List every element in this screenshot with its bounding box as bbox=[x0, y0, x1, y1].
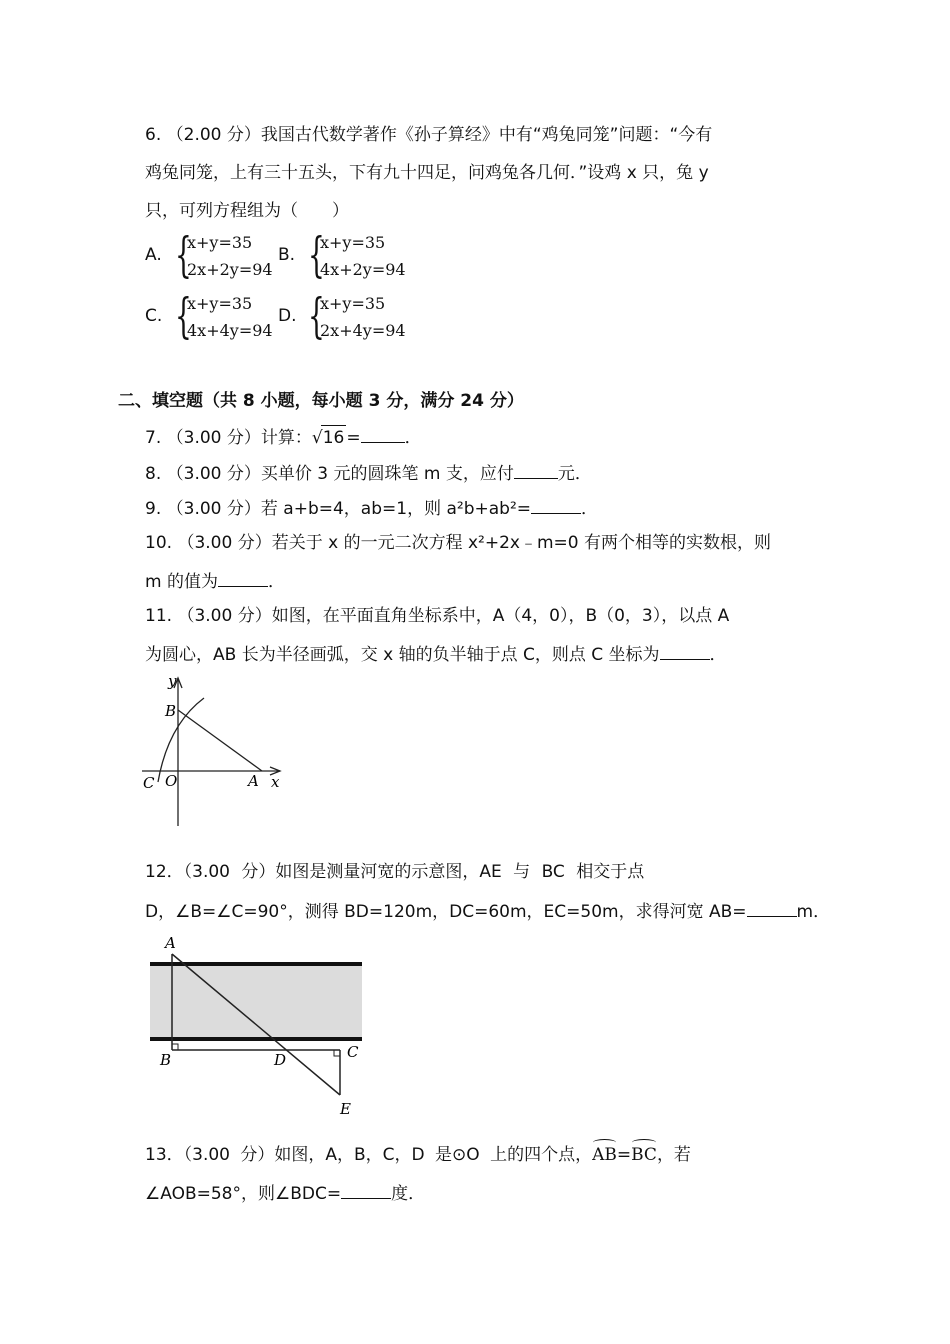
q6-line-3: 只，可列方程组为（ ） bbox=[145, 201, 349, 221]
q11-line-1: 11. （3.00 分）如图，在平面直角坐标系中，A（4，0），B（0，3），以点 A bbox=[145, 606, 730, 626]
q12-line-1: 12．（3.00 分）如图是测量河宽的示意图，AE 与 BC 相交于点 bbox=[145, 862, 645, 882]
arc-ab: AB bbox=[592, 1145, 617, 1165]
label-a: A bbox=[248, 772, 259, 790]
answer-blank bbox=[514, 460, 558, 479]
option-label: A. bbox=[145, 245, 162, 265]
q13-line-1: 13．（3.00 分）如图，A，B，C，D 是⊙O 上的四个点，AB=BC，若 bbox=[145, 1145, 691, 1165]
q12-river-figure bbox=[140, 930, 375, 1120]
option-equation-2: 2x+2y=94 bbox=[187, 260, 273, 279]
label-o: O bbox=[165, 772, 178, 790]
right-angle-b bbox=[172, 1044, 178, 1050]
option-equation-2: 4x+2y=94 bbox=[320, 260, 406, 279]
label-b: B bbox=[160, 1051, 172, 1069]
option-equation-1: x+y=35 bbox=[187, 294, 253, 313]
q10-line-2: m 的值为 ． bbox=[145, 568, 285, 594]
option-equation-2: 2x+4y=94 bbox=[320, 321, 406, 340]
option-label: B. bbox=[278, 245, 296, 265]
label-e: E bbox=[340, 1100, 351, 1118]
label-x: x bbox=[271, 773, 280, 791]
section-2-title: 二、填空题（共 8 小题，每小题 3 分，满分 24 分） bbox=[118, 391, 524, 411]
q8: 8. （3.00 分）买单价 3 元的圆珠笔 m 支，应付 元． bbox=[145, 460, 592, 486]
option-label: D. bbox=[278, 306, 297, 326]
q10-line-1: 10. （3.00 分）若关于 x 的一元二次方程 x²+2x﹣m=0 有两个相等的实数根，则 bbox=[145, 533, 771, 553]
q6-line-2: 鸡兔同笼，上有三十五头，下有九十四足，问鸡兔各几何．”设鸡 x 只，兔 y bbox=[145, 163, 709, 183]
q9: 9. （3.00 分）若 a+b=4，ab=1，则 a²b+ab²= ． bbox=[145, 495, 598, 521]
option-equation-1: x+y=35 bbox=[187, 233, 253, 252]
answer-blank bbox=[341, 1180, 391, 1199]
option-equation-2: 4x+4y=94 bbox=[187, 321, 273, 340]
q6-line-1: 6. （2.00 分）我国古代数学著作《孙子算经》中有“鸡兔同笼”问题：“今有 bbox=[145, 125, 713, 145]
q13-line-2: ∠AOB=58°，则∠BDC= 度． bbox=[145, 1180, 425, 1206]
answer-blank bbox=[660, 641, 710, 660]
label-a: A bbox=[165, 934, 176, 952]
answer-blank bbox=[218, 568, 268, 587]
label-d: D bbox=[274, 1051, 287, 1069]
sqrt-radicand: 16 bbox=[321, 425, 347, 450]
segment-ab bbox=[178, 710, 262, 771]
label-c: C bbox=[143, 774, 155, 792]
q11-coordinate-figure bbox=[140, 670, 290, 830]
answer-blank bbox=[747, 898, 797, 917]
q11-line-2: 为圆心，AB 长为半径画弧，交 x 轴的负半轴于点 C，则点 C 坐标为 ． bbox=[145, 641, 727, 667]
option-equation-1: x+y=35 bbox=[320, 294, 386, 313]
label-c: C bbox=[347, 1043, 359, 1061]
option-label: C. bbox=[145, 306, 163, 326]
answer-blank bbox=[361, 424, 405, 443]
arc-bc: BC bbox=[631, 1145, 657, 1165]
q12-line-2: D，∠B=∠C=90°，测得 BD=120m，DC=60m，EC=50m，求得河宽 AB= m． bbox=[145, 898, 830, 924]
q7: 7. （3.00 分）计算：√16 = ． bbox=[145, 424, 422, 450]
option-equation-1: x+y=35 bbox=[320, 233, 386, 252]
answer-blank bbox=[531, 495, 581, 514]
river bbox=[150, 964, 362, 1039]
label-y: y bbox=[168, 672, 177, 690]
label-b: B bbox=[165, 702, 177, 720]
right-angle-c bbox=[334, 1050, 340, 1056]
